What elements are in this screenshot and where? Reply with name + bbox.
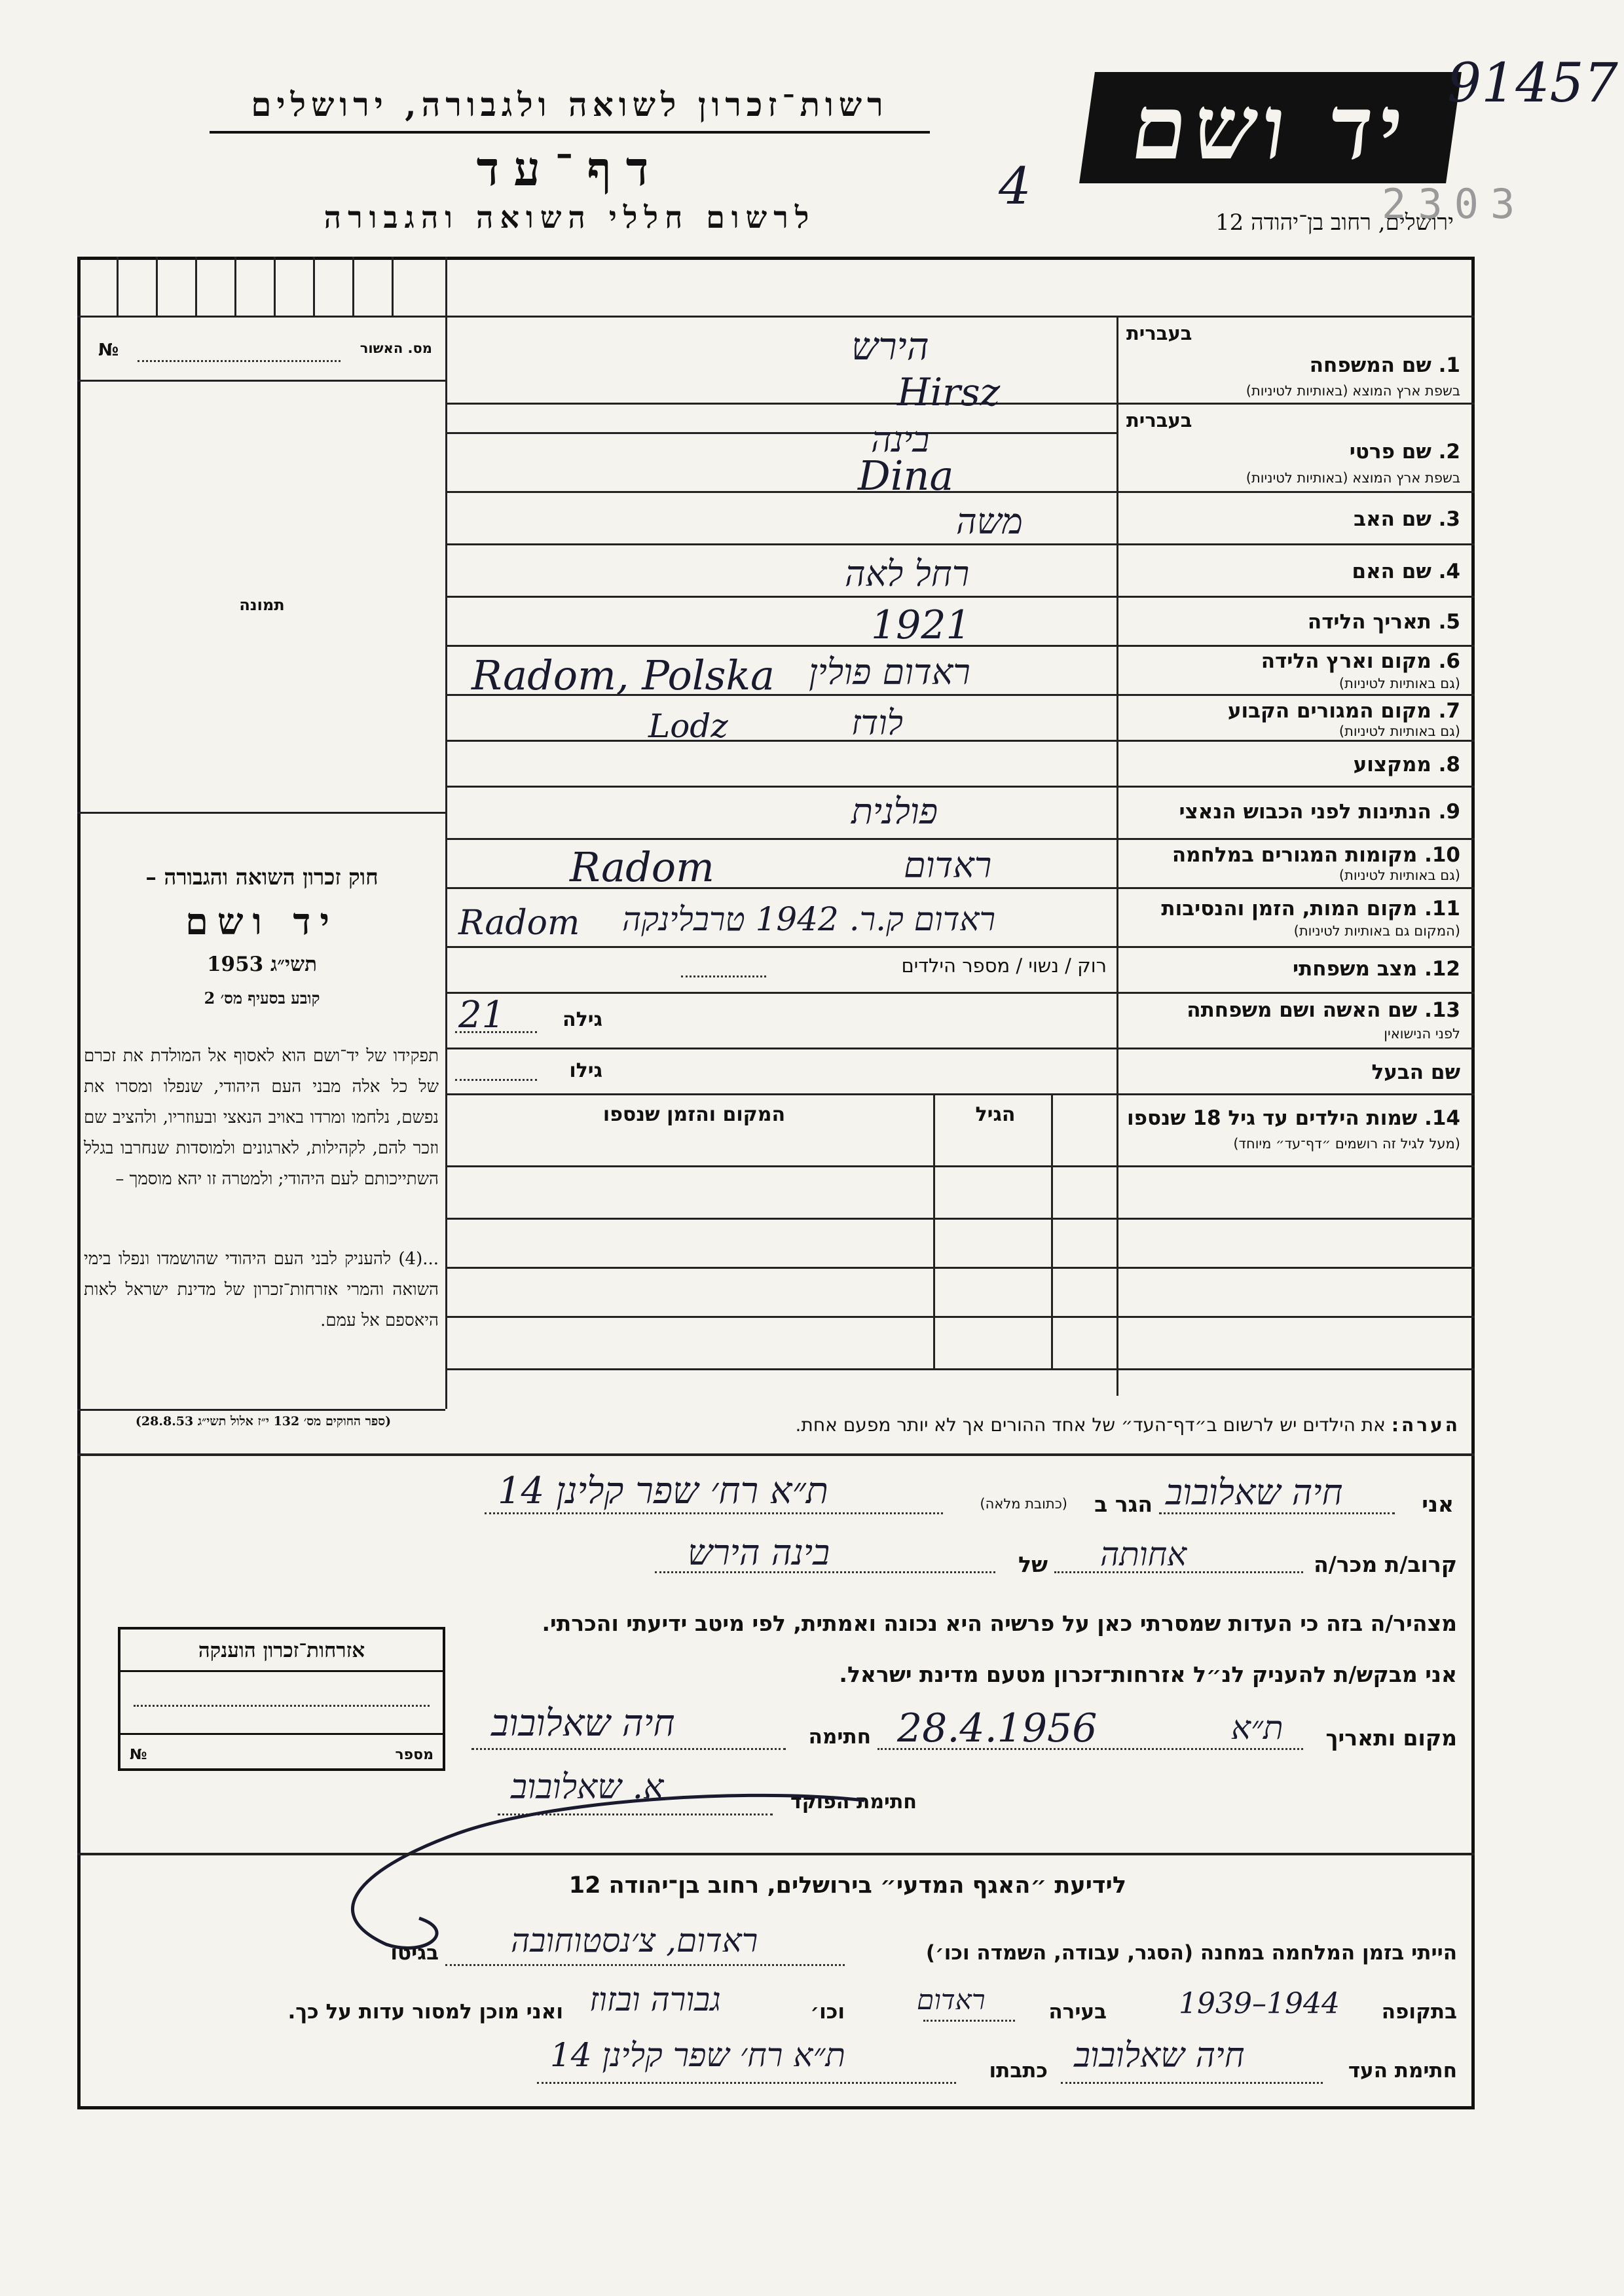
row-line: [445, 543, 1475, 545]
children-count-line: [681, 975, 766, 977]
citizenship-number-sign: №: [130, 1747, 147, 1763]
decl-relation: אחותה: [1100, 1535, 1187, 1573]
field-13-age-label: גילה: [563, 1008, 602, 1031]
footer-etc-label: וכו׳: [810, 2000, 845, 2024]
handwritten-id: 91457: [1447, 52, 1618, 115]
decl-of-name: בינה הירש: [688, 1532, 830, 1573]
decl-resides-label: הגר ב: [1094, 1491, 1153, 1517]
field-9-num: 9.: [1438, 800, 1460, 824]
row-line: [445, 786, 1475, 788]
law-title: חוק זכרון השואה והגבורה –: [145, 864, 378, 890]
field-2-value-latin: Dina: [858, 452, 954, 500]
field-4-title: שם האם: [1352, 560, 1431, 583]
address-line: ירושלים, רחוב בן־יהודה 12: [1215, 210, 1454, 236]
field-12-num: 12.: [1424, 957, 1460, 981]
decl-relation-line: [1054, 1571, 1303, 1573]
field-4-label: [1126, 560, 1460, 583]
field-5-label: [1126, 610, 1460, 634]
left-column-bottom-line: [77, 1409, 445, 1411]
row-line: [445, 946, 1475, 948]
field-9-label: [1126, 800, 1460, 824]
field-7-value-latin: Lodz: [648, 707, 728, 745]
children-col-divider: [1051, 1093, 1053, 1368]
box-divider: [445, 257, 447, 316]
footer-witness-line: [1061, 2082, 1323, 2084]
field-11-num: 11.: [1424, 897, 1460, 920]
field-13-title: שם האשה ושם משפחתה: [1187, 998, 1418, 1022]
approval-number: [92, 340, 432, 356]
decl-ani: אני: [1422, 1491, 1454, 1517]
citizenship-divider: [120, 1670, 443, 1672]
children-col-divider: [933, 1093, 935, 1368]
children-num: 14.: [1424, 1106, 1460, 1130]
children-title: שמות הילדים עד גיל 18 שנספו: [1127, 1106, 1418, 1130]
field-8-label: [1126, 753, 1460, 776]
note-bottom-line: [77, 1453, 1475, 1456]
row-line: [445, 1048, 1475, 1049]
decl-statement: מצהיר/ה בזה כי העדות שמסרתי כאן על פרשיה היא נכונה ואמתית, לפי מיטב ידיעתי והכרתי.: [542, 1611, 1457, 1636]
field-4-value: רחל לאה: [845, 553, 970, 594]
photo-bottom-line: [77, 812, 445, 814]
field-2-title: שם פרטי: [1349, 440, 1431, 464]
decl-name-line: [1159, 1512, 1395, 1514]
field-3-num: 3.: [1438, 507, 1460, 531]
row-line: [445, 432, 1116, 434]
field-12-options: רוק / נשוי / מספר הילדים: [901, 955, 1107, 977]
decl-signature-label: חתימה: [808, 1725, 871, 1749]
box-divider: [313, 257, 315, 316]
field-9-value: פולנית: [851, 791, 938, 832]
husband-age-label: גילו: [569, 1059, 602, 1082]
husband-label: שם הבעל: [1371, 1061, 1460, 1084]
decl-place-date-label: מקום ותאריך: [1325, 1725, 1457, 1751]
age-line: [455, 1031, 537, 1033]
field-2-value-he: בינה: [871, 419, 930, 460]
form-subtitle: לרשום חללי השואה והגבורה: [323, 200, 816, 235]
citizenship-number-label: מספר: [395, 1747, 434, 1763]
citizenship-divider-2: [120, 1733, 443, 1735]
citizenship-number-row: [130, 1747, 434, 1763]
children-row-line: [445, 1267, 1475, 1269]
form-title: דף־עד: [476, 141, 663, 196]
field-10-num: 10.: [1424, 843, 1460, 867]
field-1-value-latin: Hirsz: [897, 370, 1001, 414]
note-label: הערה:: [1391, 1414, 1460, 1436]
decl-of-label: של: [1018, 1552, 1048, 1577]
field-10-title: מקומות המגורים במלחמה: [1172, 843, 1418, 867]
decl-place: ת״א: [1231, 1709, 1283, 1747]
field-6-num: 6.: [1438, 649, 1460, 673]
label-column-divider: [1116, 316, 1118, 1396]
row-line: [445, 1093, 1475, 1095]
field-8-title: ממקצוע: [1353, 753, 1431, 776]
header-underline: [210, 131, 930, 134]
decl-signature: חיה שאלובוב: [491, 1702, 675, 1745]
field-10-label: [1126, 843, 1460, 867]
field-2-sub: בשפת ארץ המוצא (באותיות לטיניות): [1246, 470, 1460, 486]
box-divider: [156, 257, 158, 316]
decl-of-line: [655, 1571, 995, 1573]
field-13-label: [1126, 998, 1460, 1022]
footer-info-title: לידיעת ״האגף המדעי״ בירושלים, רחוב בן־יהודה 12: [568, 1872, 1126, 1899]
decl-date-line: [877, 1748, 1303, 1750]
field-10-sub: (גם באותיות לטיניות): [1338, 867, 1460, 883]
footer-witness-address-line: [537, 2082, 956, 2084]
field-12-label: [1126, 957, 1460, 981]
approval-line: [138, 360, 341, 362]
footer-camp-value: ראדום, צ׳נסטוחובה: [511, 1922, 758, 1959]
row-line: [445, 838, 1475, 840]
field-5-num: 5.: [1438, 610, 1460, 634]
footer-etc-value: גבורה ובזוז: [589, 1980, 721, 2018]
decl-date: 28.4.1956: [897, 1705, 1098, 1751]
law-text-2: ...(4) להעניק לבני העם היהודי שהושמדו ונפלו בימי השואה והמרי אזרחות־זכרון של מדינת ישראל לאות היאספם אל עמם.: [84, 1249, 439, 1330]
field-4-num: 4.: [1438, 560, 1460, 583]
field-13-sub: לפני הנישואין: [1384, 1026, 1460, 1042]
law-clause: קובע בסעיף מס׳ 2: [204, 989, 320, 1008]
box-divider: [274, 257, 276, 316]
decl-signature-line: [471, 1748, 786, 1750]
field-1-title: שם המשפחה: [1309, 354, 1431, 377]
approval-no-sign-glyph: №: [98, 340, 119, 360]
footer-ghetto-label: בגיטו: [390, 1941, 439, 1965]
footer-witness-address: ת״א רח׳ שפר קלינן 14: [550, 2036, 845, 2074]
row-line: [445, 740, 1475, 742]
row-line: [445, 596, 1475, 598]
field-6-label: [1126, 649, 1460, 673]
footer-from-period-label: בתקופה: [1381, 2000, 1457, 2024]
decl-address: ת״א רח׳ שפר קלינן 14: [498, 1470, 828, 1512]
field-13-num: 13.: [1424, 998, 1460, 1022]
photo-label: תמונה: [239, 596, 285, 614]
field-5-title: תאריך הלידה: [1307, 610, 1431, 634]
field-10-value-latin: Radom: [570, 843, 714, 891]
field-11-label: [1126, 897, 1460, 920]
field-7-value-he: לודז: [851, 704, 903, 743]
field-6-value-latin: Radom, Polska: [471, 651, 775, 699]
box-divider: [392, 257, 394, 316]
footer-from-period-value: 1939–1944: [1179, 1987, 1340, 2020]
law-name: יד ושם: [185, 900, 339, 943]
children-sub: (מעל לגיל זה רושמים ״דף־עד״ מיוחד): [1233, 1136, 1460, 1152]
field-10-value-he: ראדום: [904, 845, 992, 886]
law-text-1: תפקידו של יד־ושם הוא לאסוף אל המולדת את זכרם של כל אלה מבני העם היהודי, שנפלו ומסרו את נפשם, נלחמו ומרדו באויב הנאצי ובעוזריו, ולהציב שם וזכר להם, לקהילות, לארגונים ולמוסדות שנחרבו בגלל השתייכותם לעם היהודי; ולמטרה זו יהא מוסמך –: [84, 1046, 439, 1189]
decl-inspector-signature: א. שאלובוב: [511, 1768, 664, 1807]
field-2-lang: בעברית: [1126, 409, 1192, 431]
footer-camp-line: [445, 1964, 845, 1966]
row-line: [445, 491, 1475, 493]
decl-relation-label: קרוב/ת מכר/ה: [1314, 1552, 1457, 1577]
field-11-sub: (המקום גם באותיות לטיניות): [1293, 923, 1460, 939]
box-divider: [234, 257, 236, 316]
field-1-sub: בשפת ארץ המוצא (באותיות לטיניות): [1246, 383, 1460, 399]
citizenship-box: [118, 1627, 445, 1771]
note-row: [458, 1414, 1460, 1436]
citizenship-box-title: אזרחות־זכרון הוענקה: [198, 1639, 365, 1662]
children-row-line: [445, 1165, 1475, 1167]
page-number: 4: [999, 157, 1031, 216]
field-3-label: [1126, 507, 1460, 531]
children-label: [1061, 1106, 1460, 1130]
decl-inspector-label: חתימת הפוקד: [790, 1791, 917, 1813]
field-11-title: מקום המות, הזמן והנסיבות: [1161, 897, 1418, 920]
row-line: [445, 992, 1475, 994]
field-9-title: הנתינות לפני הכבוש הנאצי: [1179, 800, 1431, 824]
decl-address-line: [485, 1512, 943, 1514]
footer-top-line: [77, 1853, 1475, 1855]
children-age-header: הגיל: [975, 1103, 1016, 1126]
footer-city-value: ראדום: [917, 1984, 986, 2016]
box-divider: [195, 257, 197, 316]
approval-row-line: [77, 380, 445, 382]
field-7-sub: (גם באותיות לטיניות): [1338, 723, 1460, 739]
box-divider: [352, 257, 354, 316]
field-1-value-he: הירש: [851, 324, 929, 369]
field-11-value-latin: Radom: [458, 903, 580, 943]
field-1-lang: בעברית: [1126, 322, 1192, 344]
authority-name: רשות־זכרון לשואה ולגבורה, ירושלים: [251, 85, 889, 124]
box-row-line: [77, 316, 1475, 318]
decl-full-address-label: (כתובת מלאה): [980, 1496, 1067, 1512]
footer-city-label: בעירה: [1048, 2000, 1107, 2024]
children-row-line: [445, 1316, 1475, 1318]
footer-city-line: [923, 2020, 1015, 2022]
law-source: (ספר החוקים מס׳ 132 י״ז אלול תשי״ג 28.8.53): [135, 1414, 392, 1429]
approval-number-label: מס. האשור: [360, 340, 432, 356]
field-2-num: 2.: [1438, 440, 1460, 464]
field-2-label: [1126, 440, 1460, 464]
husband-age-line: [455, 1079, 537, 1081]
field-7-label: [1126, 699, 1460, 723]
field-7-num: 7.: [1438, 699, 1460, 723]
box-divider: [117, 257, 119, 316]
children-place-header: המקום והזמן שנספו: [602, 1103, 786, 1126]
decl-name: חיה שאלובוב: [1166, 1472, 1343, 1513]
law-year: תשי״ג 1953: [206, 953, 318, 976]
field-1-label: [1126, 354, 1460, 377]
field-6-value-he: ראדום פולין: [809, 651, 970, 693]
decl-request: אני מבקש/ת להעניק לנ״ל אזרחות־זכרון מטעם מדינת ישראל.: [839, 1662, 1457, 1687]
field-8-num: 8.: [1438, 753, 1460, 776]
field-6-title: מקום וארץ הלידה: [1261, 649, 1431, 673]
field-3-value: משה: [956, 501, 1023, 542]
footer-witness-address-label: כתבתו: [989, 2059, 1048, 2083]
children-row-line: [445, 1368, 1475, 1370]
field-11-value-he: ראדום ק.ר. 1942 טרבלינקה: [622, 900, 996, 938]
left-column-divider: [445, 316, 447, 1409]
field-1-num: 1.: [1438, 354, 1460, 377]
note-text: את הילדים יש לרשום ב״דף־העד״ של אחד ההורים אך לא יותר מפעם אחת.: [795, 1414, 1386, 1436]
field-6-sub: (גם באותיות לטיניות): [1338, 676, 1460, 691]
citizenship-blank-line: [134, 1705, 430, 1707]
children-row-line: [445, 1218, 1475, 1220]
field-12-title: מצב משפחתי: [1292, 957, 1418, 981]
footer-camp-label: הייתי בזמן המלחמה במחנה (הסגר, עבודה, השמדה וכו׳): [925, 1941, 1457, 1965]
stamp-number: 2303: [1382, 180, 1527, 228]
field-13-age-value: 21: [458, 994, 506, 1036]
yad-vashem-logo: יד ושם: [1079, 72, 1462, 183]
field-3-title: שם האב: [1354, 507, 1431, 531]
field-5-value: 1921: [871, 602, 971, 648]
field-7-title: מקום המגורים הקבוע: [1227, 699, 1431, 723]
footer-witness-sig: חיה שאלובוב: [1074, 2036, 1245, 2075]
footer-witness-sig-label: חתימת העד: [1348, 2059, 1457, 2083]
footer-ready-text: ואני מוכן למסור עדות על כך.: [287, 2000, 563, 2024]
